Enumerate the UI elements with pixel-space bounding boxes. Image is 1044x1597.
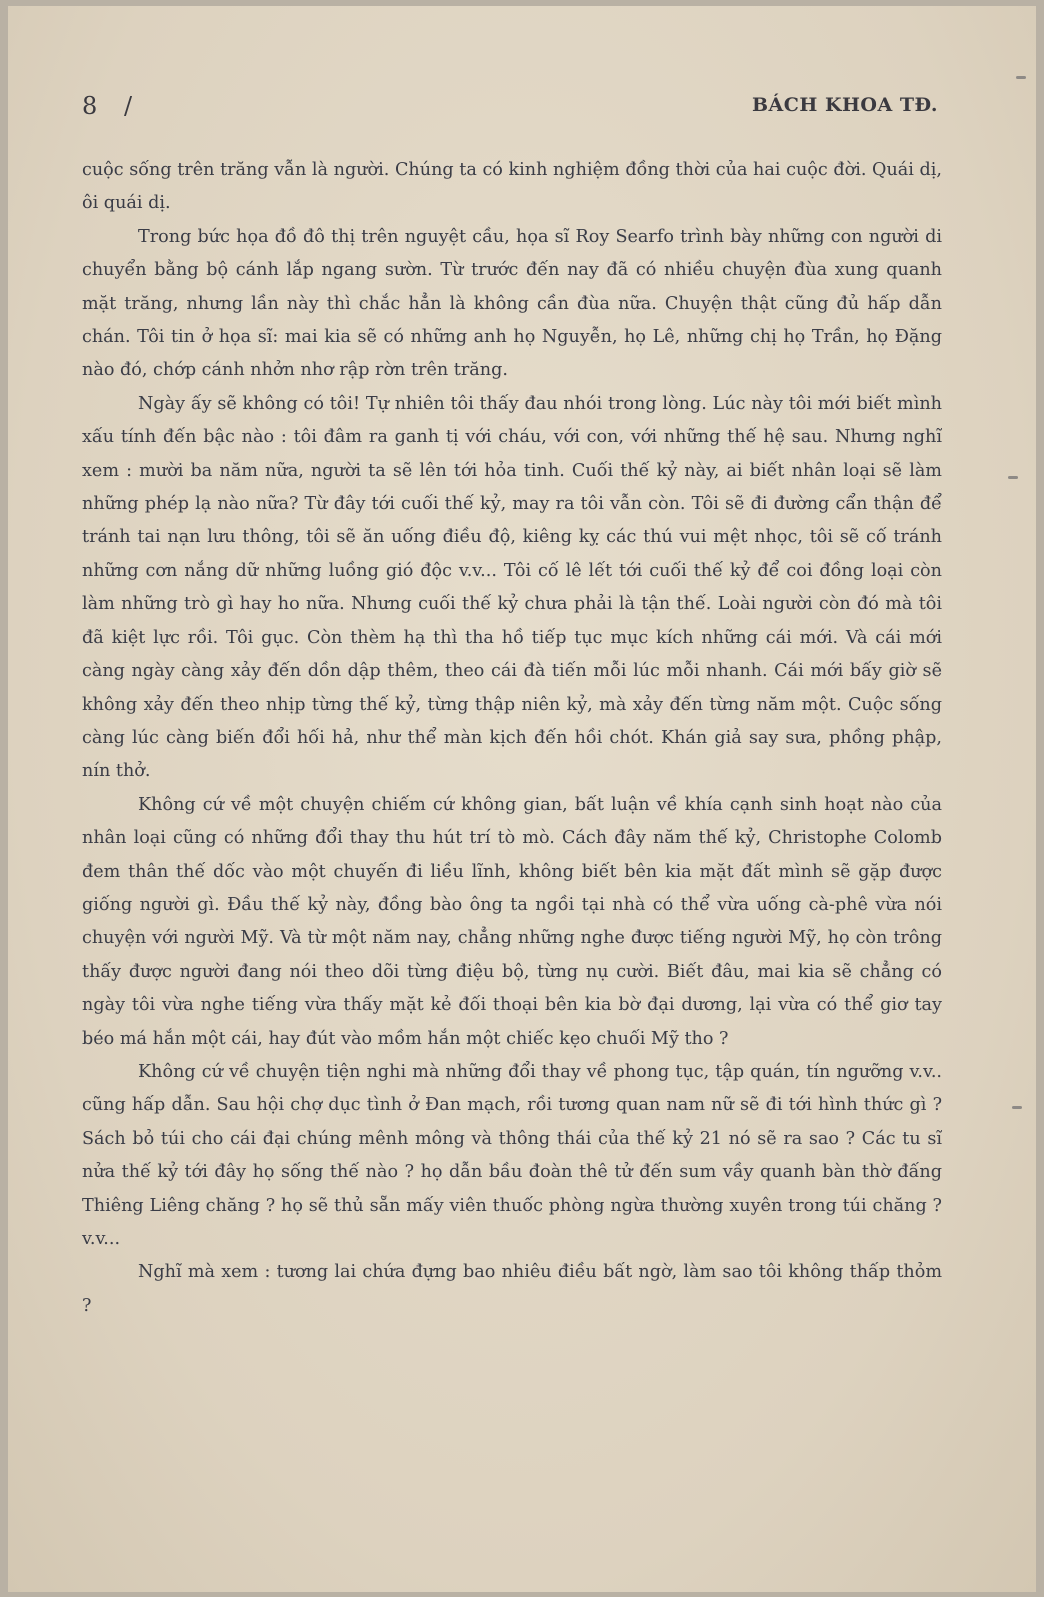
paragraph-1: cuộc sống trên trăng vẫn là người. Chúng ta có kinh nghiệm đồng thời của hai cuộc đời. Quái dị, ôi quái dị.: [82, 160, 942, 214]
paper-speck: [1012, 1106, 1022, 1109]
article-body: [82, 154, 942, 1323]
header-separator: /: [124, 92, 133, 120]
paragraph-4: Không cứ về một chuyện chiếm cứ không gian, bất luận về khía cạnh sinh hoạt nào của nhân loại cũng có những đổi thay thu hút trí tò mò. Cách đây năm thế kỷ, Christophe Colomb đem thân thế dốc vào một chuyến đi liều lĩnh, không biết bên kia mặt đất mình sẽ gặp được giống người gì. Đầu thế kỷ này, đồng bào ông ta ngồi tại nhà có thể vừa uống cà-phê vừa nói chuyện với người Mỹ. Và từ một năm nay, chẳng những nghe được tiếng người Mỹ, họ còn trông thấy được người đang nói theo dõi từng điệu bộ, từng nụ cười. Biết đâu, mai kia sẽ chẳng có ngày tôi vừa nghe tiếng vừa thấy mặt kẻ đối thoại bên kia bờ đại dương, lại vừa có thể giơ tay béo má hắn một cái, hay đút vào mồm hắn một chiếc kẹo chuối Mỹ tho ?: [82, 794, 942, 1049]
paragraph-3: Ngày ấy sẽ không có tôi! Tự nhiên tôi thấy đau nhói trong lòng. Lúc này tôi mới biết mình xấu tính đến bậc nào : tôi đâm ra ganh tị với cháu, với con, với những thế hệ sau. Nhưng nghĩ xem : mười ba năm nữa, người ta sẽ lên tới hỏa tinh. Cuối thế kỷ này, ai biết nhân loại sẽ làm những phép lạ nào nữa? Từ đây tới cuối thế kỷ, may ra tôi vẫn còn. Tôi sẽ đi đường cẩn thận để tránh tai nạn lưu thông, tôi sẽ ăn uống điều độ, kiêng kỵ các thú vui mệt nhọc, tôi sẽ cố tránh những cơn nắng dữ những luồng gió độc v.v... Tôi cố lê lết tới cuối thế kỷ để coi đồng loại còn làm những trò gì hay ho nữa. Nhưng cuối thế kỷ chưa phải là tận thế. Loài người còn đó mà tôi đã kiệt lực rồi. Tôi gục. Còn thèm hạ thì tha hồ tiếp tục mục kích những cái mới. Và cái mới càng ngày càng xảy đến dồn dập thêm, theo cái đà tiến mỗi lúc mỗi nhanh. Cái mới bấy giờ sẽ không xảy đến theo nhịp từng thế kỷ, từng thập niên kỷ, mà xảy đến từng năm một. Cuộc sống càng lúc càng biến đổi hối hả, như thể màn kịch đến hồi chót. Khán giả say sưa, phồng phập, nín thở.: [82, 393, 942, 782]
paper-speck: [1008, 476, 1018, 479]
paragraph-2: Trong bức họa đồ đô thị trên nguyệt cầu, họa sĩ Roy Searfo trình bày những con người di chuyển bằng bộ cánh lắp ngang sườn. Từ trước đến nay đã có nhiều chuyện đùa xung quanh mặt trăng, nhưng lần này thì chắc hẳn là không cần đùa nữa. Chuyện thật cũng đủ hấp dẫn chán. Tôi tin ở họa sĩ: mai kia sẽ có những anh họ Nguyễn, họ Lê, những chị họ Trần, họ Đặng nào đó, chớp cánh nhởn nhơ rập rờn trên trăng.: [82, 226, 942, 381]
running-title: BÁCH KHOA TĐ.: [751, 94, 938, 116]
paragraph-5: Không cứ về chuyện tiện nghi mà những đổi thay về phong tục, tập quán, tín ngưỡng v.v.. cũng hấp dẫn. Sau hội chợ dục tình ở Đan mạch, rồi tương quan nam nữ sẽ đi tới hình thức gì ? Sách bỏ túi cho cái đại chúng mênh mông và thông thái của thế kỷ 21 nó sẽ ra sao ? Các tu sĩ nửa thế kỷ tới đây họ sống thế nào ? họ dẫn bầu đoàn thê tử đến sum vầy quanh bàn thờ đấng Thiêng Liêng chăng ? họ sẽ thủ sẵn mấy viên thuốc phòng ngừa thường xuyên trong túi chăng ? v.v...: [82, 1061, 942, 1249]
paper-speck: [1016, 76, 1026, 79]
page-header: [82, 92, 938, 126]
page-number: 8: [82, 92, 98, 120]
book-page: [8, 6, 1036, 1592]
paragraph-6: Nghĩ mà xem : tương lai chứa đựng bao nhiêu điều bất ngờ, làm sao tôi không thấp thỏm ?: [82, 1262, 942, 1316]
